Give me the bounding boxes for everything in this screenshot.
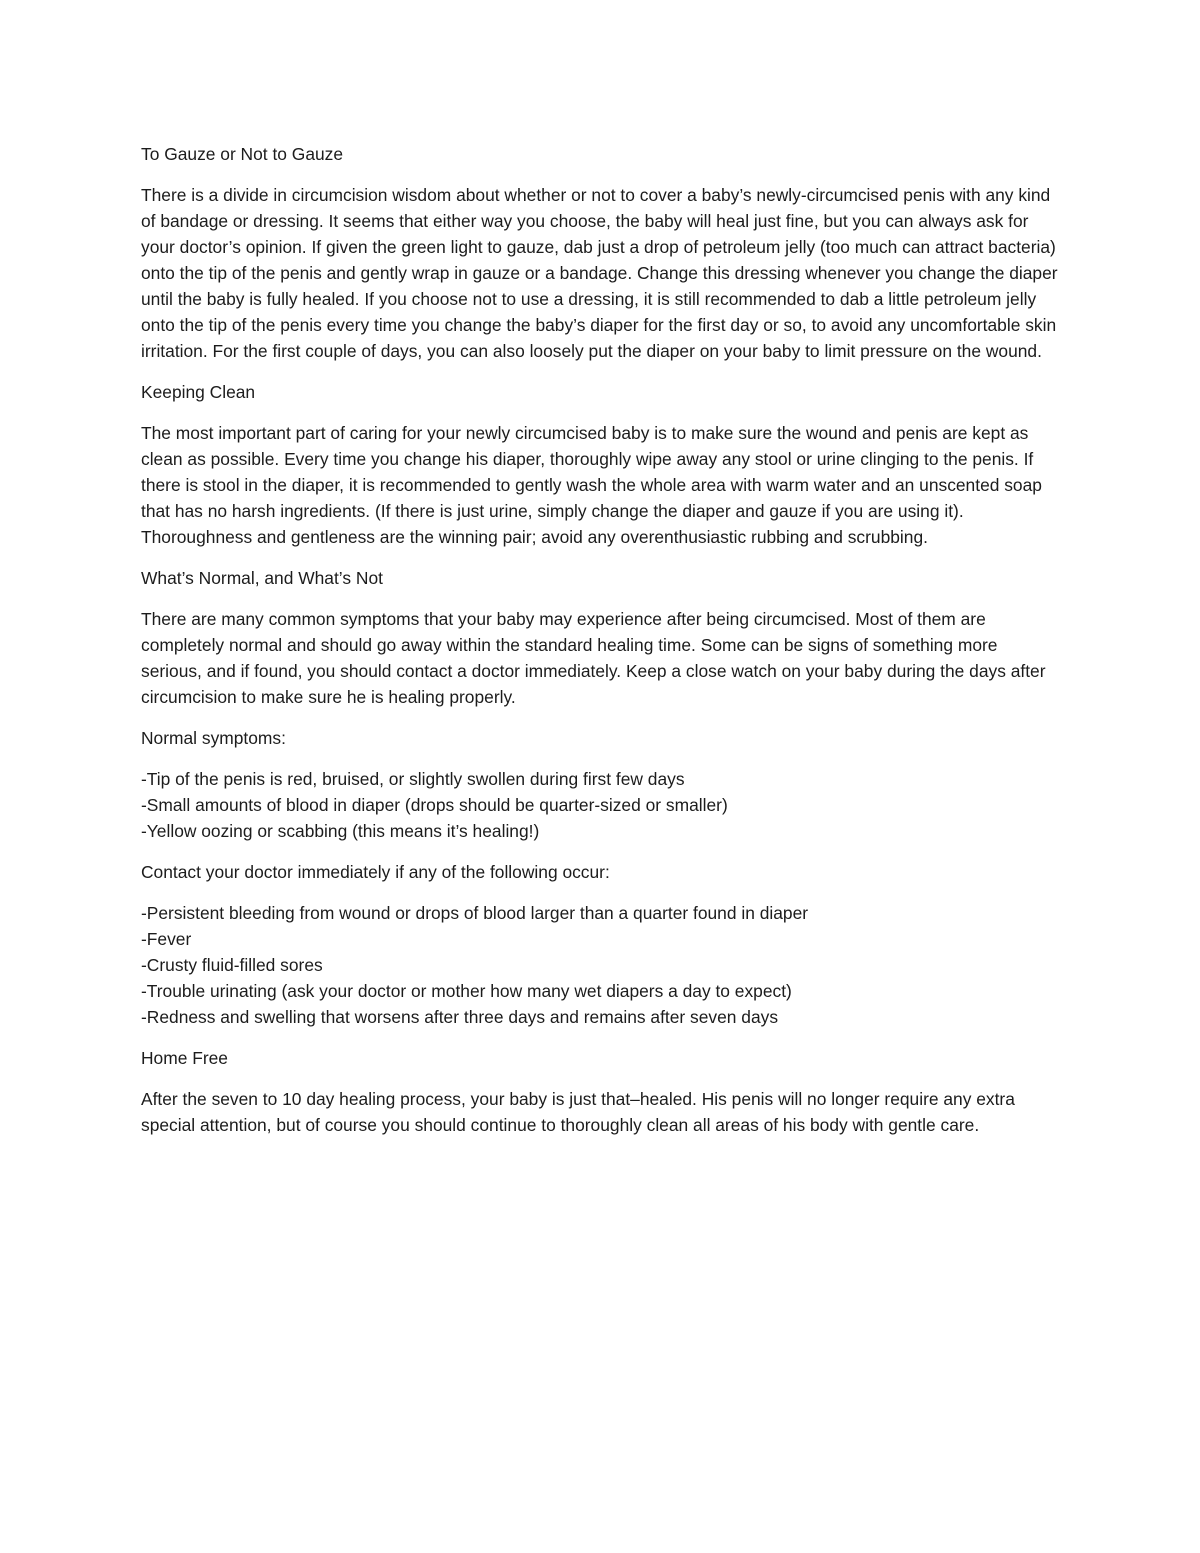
list-item: -Small amounts of blood in diaper (drops should be quarter-sized or smaller) xyxy=(141,795,728,815)
section-heading-normal-and-not: What’s Normal, and What’s Not xyxy=(141,568,383,588)
list-item: -Yellow oozing or scabbing (this means it’s healing!) xyxy=(141,821,540,841)
list-item: -Redness and swelling that worsens after three days and remains after seven days xyxy=(141,1007,779,1027)
list-item: -Crusty fluid-filled sores xyxy=(141,955,323,975)
list-item: -Fever xyxy=(141,929,192,949)
section-paragraph-home-free: After the seven to 10 day healing process, your baby is just that–healed. His penis will no longer require any extra special attention, but of course you should continue to thoroughly clean all areas of his body with gentle care. xyxy=(141,1089,1015,1135)
list-item: -Persistent bleeding from wound or drops of blood larger than a quarter found in diaper xyxy=(141,903,809,923)
contact-doctor-list xyxy=(141,900,1061,1030)
contact-doctor-heading: Contact your doctor immediately if any of the following occur: xyxy=(141,862,610,882)
section-heading-home-free: Home Free xyxy=(141,1048,228,1068)
list-item: -Trouble urinating (ask your doctor or mother how many wet diapers a day to expect) xyxy=(141,981,792,1001)
section-heading-gauze: To Gauze or Not to Gauze xyxy=(141,144,344,164)
document-body xyxy=(141,141,1061,1153)
normal-symptoms-list xyxy=(141,766,1061,844)
list-item: -Tip of the penis is red, bruised, or slightly swollen during first few days xyxy=(141,769,685,789)
normal-symptoms-heading: Normal symptoms: xyxy=(141,728,286,748)
section-heading-keeping-clean: Keeping Clean xyxy=(141,382,256,402)
section-paragraph-keeping-clean: The most important part of caring for your newly circumcised baby is to make sure the wound and penis are kept as clean as possible. Every time you change his diaper, thoroughly wipe away any stool or urine clinging to the penis. If there is stool in the diaper, it is recommended to gently wash the whole area with warm water and an unscented soap that has no harsh ingredients. (If there is just urine, simply change the diaper and gauze if you are using it). Thoroughness and gentleness are the winning pair; avoid any overenthusiastic rubbing and scrubbing. xyxy=(141,423,1042,547)
section-paragraph-normal-and-not: There are many common symptoms that your baby may experience after being circumcised. Most of them are completely normal and should go away within the standard healing time. Some can be signs of something more serious, and if found, you should contact a doctor immediately. Keep a close watch on your baby during the days after circumcision to make sure he is healing properly. xyxy=(141,609,1046,707)
section-paragraph-gauze: There is a divide in circumcision wisdom about whether or not to cover a baby’s newly-circumcised penis with any kind of bandage or dressing. It seems that either way you choose, the baby will heal just fine, but you can always ask for your doctor’s opinion. If given the green light to gauze, dab just a drop of petroleum jelly (too much can attract bacteria) onto the tip of the penis and gently wrap in gauze or a bandage. Change this dressing whenever you change the diaper until the baby is fully healed. If you choose not to use a dressing, it is still recommended to dab a little petroleum jelly onto the tip of the penis every time you change the baby’s diaper for the first day or so, to avoid any uncomfortable skin irritation. For the first couple of days, you can also loosely put the diaper on your baby to limit pressure on the wound. xyxy=(141,185,1058,361)
